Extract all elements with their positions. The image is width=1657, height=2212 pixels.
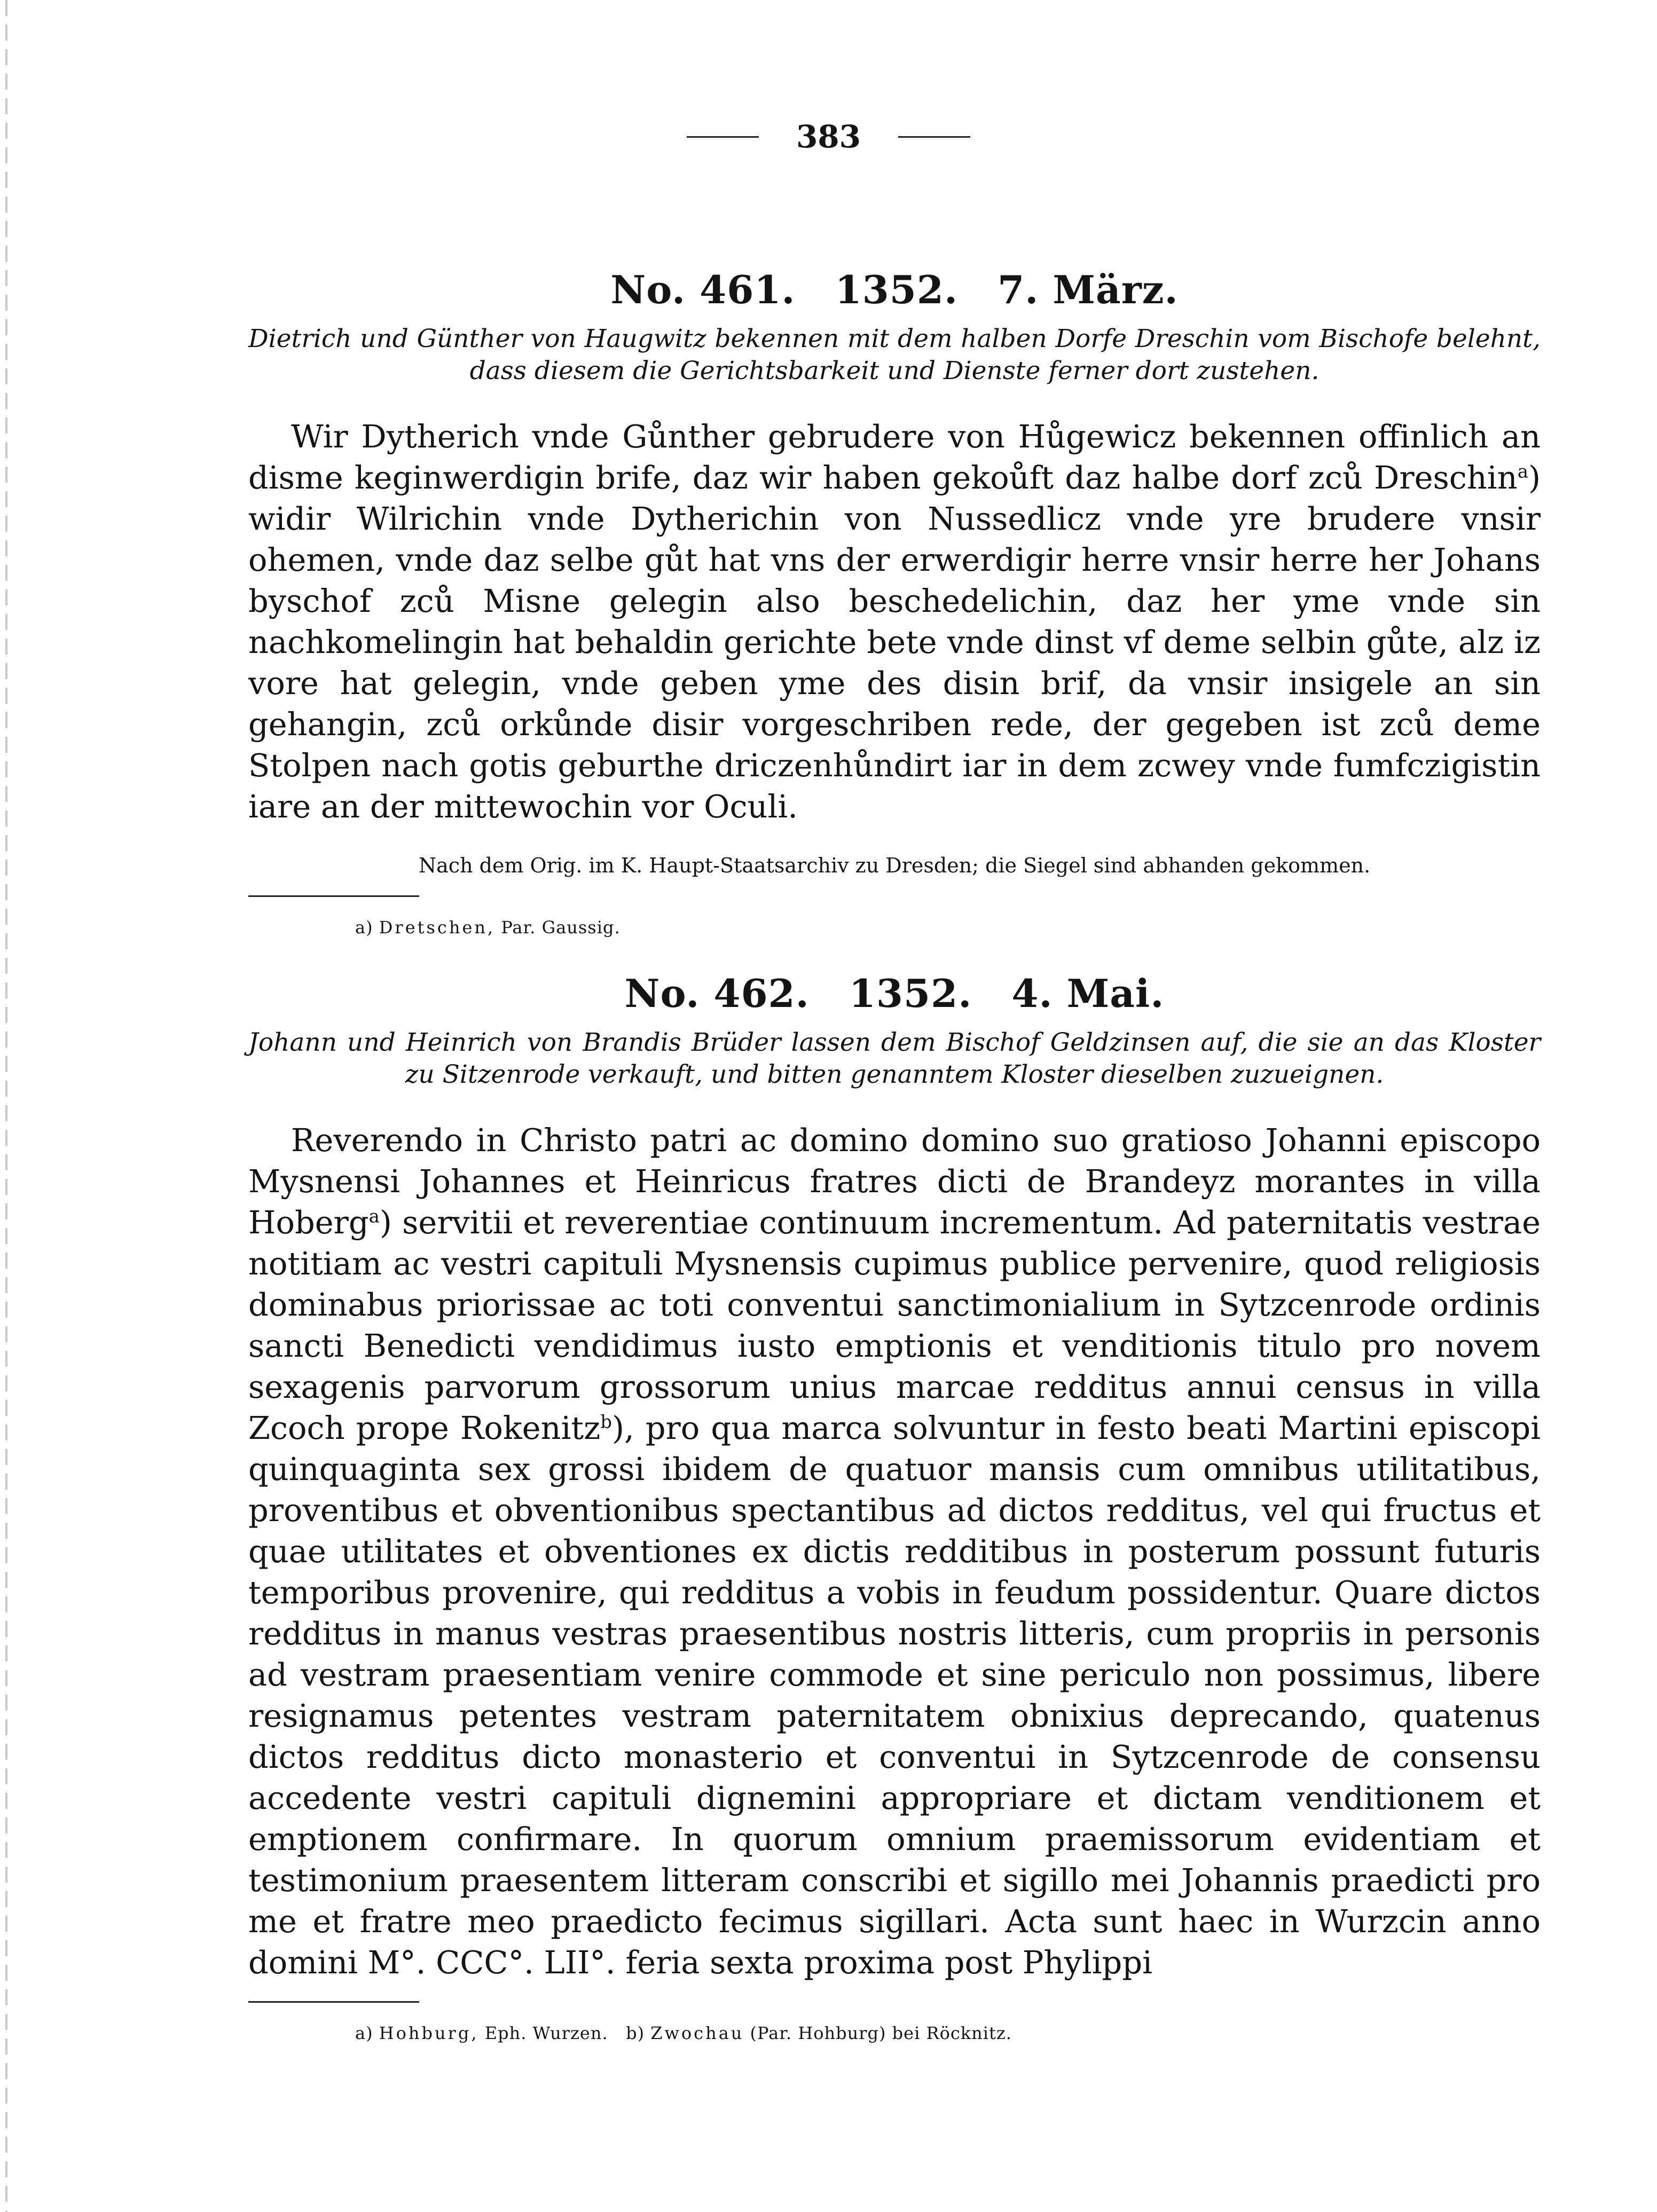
text-part: ) servitii et reverentiae continuum incrementum. Ad paternitatis vestrae notitiam ac vestri capituli Mysnensis cupimus publice pervenire, quod religiosis dominabus priorissae ac toti conventui sanctimonialium in Sytzcenrode ordinis sancti Benedicti vendidimus iusto emptionis et venditionis titulo pro novem sexagenis parvorum grossorum unius marcae redditus annui census in villa Zcoch prope Rokenitz — [248, 1204, 1541, 1446]
document-year: 1352. — [849, 971, 972, 1016]
document-date: 7. März. — [998, 267, 1179, 312]
page-number: 383 — [796, 119, 861, 155]
document-462 — [248, 971, 1541, 2043]
page-header — [0, 119, 1657, 155]
document-text — [248, 1120, 1541, 1983]
footnote — [355, 917, 1541, 938]
document-461 — [248, 267, 1541, 938]
document-heading — [248, 971, 1541, 1016]
text-part: Reverendo in Christo patri ac domino domino suo gratioso Johanni episcopo Mysnensi Johannes et Heinricus fratres dicti de Brandeyz morantes in villa Hoberg — [248, 1122, 1541, 1241]
footnote-text: Eph. Wurzen. — [484, 2023, 608, 2043]
footnote-rule — [248, 2001, 419, 2003]
footnote — [355, 2023, 1541, 2043]
header-rule-left — [687, 136, 759, 138]
footnote-rule — [248, 895, 419, 897]
footnote-text: (Par. Hohburg) bei Röcknitz. — [750, 2023, 1012, 2043]
text-part: Wir Dytherich vnde Gůnther gebrudere von Hůgewicz bekennen offinlich an disme keginwerdigin brife, daz wir haben gekoůft daz halbe dorf zců Dreschin — [248, 418, 1541, 496]
document-number: No. 461. — [610, 267, 796, 312]
document-summary: Johann und Heinrich von Brandis Brüder lassen dem Bischof Geldzinsen auf, die sie an das Kloster zu Sitzenrode verkauft, und bitten genanntem Kloster dieselben zuzueignen. — [248, 1028, 1541, 1089]
scan-edge — [5, 0, 7, 2212]
footnote-marker: a — [1517, 461, 1528, 483]
footnote-marker: a) — [355, 917, 373, 938]
document-year: 1352. — [835, 267, 959, 312]
footnote-marker: a) — [355, 2023, 373, 2043]
header-rule-right — [898, 136, 970, 138]
document-summary: Dietrich und Günther von Haugwitz bekennen mit dem halben Dorfe Dreschin vom Bischofe belehnt, dass diesem die Gerichtsbarkeit und Dienste ferner dort zustehen. — [248, 324, 1541, 385]
document-date: 4. Mai. — [1011, 971, 1165, 1016]
footnote-place: Hohburg, — [379, 2023, 479, 2043]
footnote-marker: a — [368, 1206, 380, 1227]
footnote-place: Dretschen, — [379, 917, 496, 938]
document-text — [248, 416, 1541, 827]
document-number: No. 462. — [624, 971, 810, 1016]
document-heading — [248, 267, 1541, 312]
source-note: Nach dem Orig. im K. Haupt-Staatsarchiv zu Dresden; die Siegel sind abhanden gekommen. — [418, 854, 1371, 877]
text-part: ) widir Wilrichin vnde Dytherichin von Nussedlicz vnde yre brudere vnsir ohemen, vnde daz selbe gůt hat vns der erwerdigir herre vnsir herre her Johans byschof zců Misne gelegin also beschedelichin, daz her yme vnde sin nachkomelingin hat behaldin gerichte bete vnde dinst vf deme selbin gůte, alz iz vore hat gelegin, vnde geben yme des disin brif, da vnsir insigele an sin gehangin, zců orkůnde disir vorgeschriben rede, der gegeben ist zců deme Stolpen nach gotis geburthe driczenhůndirt iar in dem zcwey vnde fumfczigistin iare an der mittewochin vor Oculi. — [248, 459, 1541, 825]
footnote-marker: b) — [626, 2023, 645, 2043]
footnote-place: Zwochau — [650, 2023, 744, 2043]
text-part: ), pro qua marca solvuntur in festo beati Martini episcopi quinquaginta sex grossi ibidem de quatuor mansis cum omnibus utilitatibus, proventibus et obventionibus spectantibus ad dictos redditus, vel qui fructus et quae utilitates et obventiones ex dictis redditibus in posterum possunt futuris temporibus provenire, qui redditus a vobis in feudum possidentur. Quare dictos redditus in manus vestras praesentibus nostris litteris, cum propriis in personis ad vestram praesentiam venire commode et sine periculo non possimus, libere resignamus petentes vestram paternitatem obnixius deprecando, quatenus dictos redditus dicto monasterio et conventui in Sytzcenrode de consensu accedente vestri capituli dignemini appropriare et dictam venditionem et emptionem confirmare. In quorum omnium praemissorum evidentiam et testimonium praesentem litteram conscribi et sigillo mei Johannis praedicti pro me et fratre meo praedicto fecimus sigillari. Acta sunt haec in Wurzcin anno domini M°. CCC°. LII°. feria sexta proxima post Phylippi — [248, 1410, 1541, 1981]
footnote-text: Par. Gaussig. — [501, 917, 621, 938]
footnote-marker: b — [600, 1411, 612, 1433]
